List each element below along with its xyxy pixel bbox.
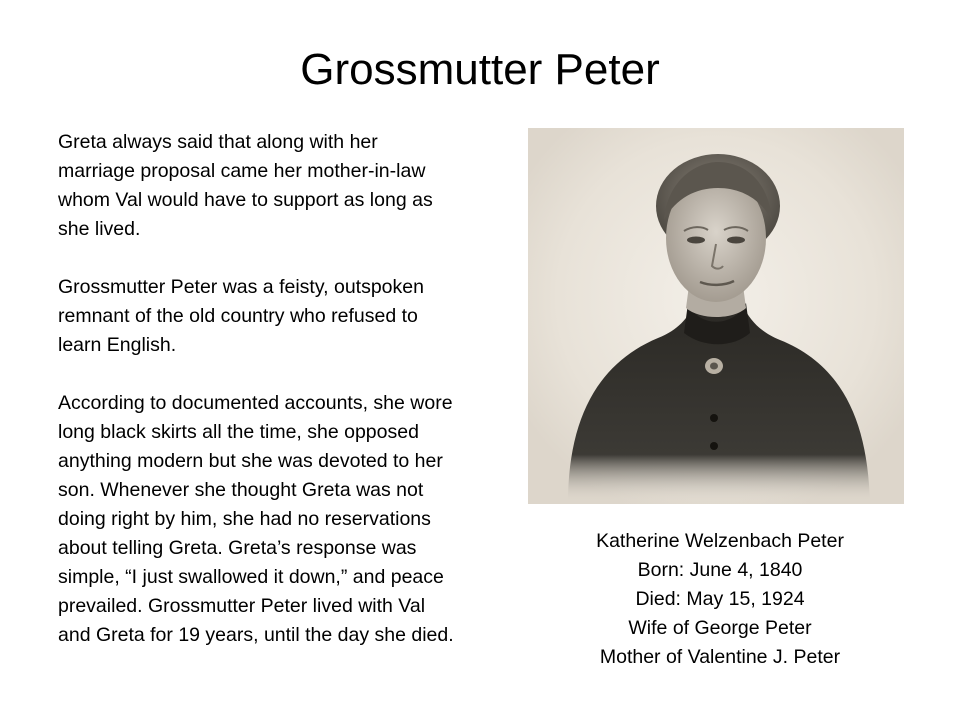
paragraph-feisty: Grossmutter Peter was a feisty, outspoken remnant of the old country who refused to learn English. — [58, 276, 424, 356]
caption-died: Died: May 15, 1924 — [635, 588, 805, 610]
caption-wife-of: Wife of George Peter — [628, 617, 812, 639]
body-text — [58, 128, 458, 650]
portrait-photo — [528, 128, 904, 504]
caption-name: Katherine Welzenbach Peter — [596, 530, 844, 552]
caption-born: Born: June 4, 1840 — [637, 559, 803, 581]
slide-title: Grossmutter Peter — [300, 45, 660, 94]
photo-caption — [520, 527, 920, 672]
paragraph-proposal: Greta always said that along with her marriage proposal came her mother-in-law whom Val would have to support as long as she lived. — [58, 131, 433, 240]
paragraph-accounts: According to documented accounts, she wore long black skirts all the time, she opposed anything modern but she was devoted to her son. Whenever she thought Greta was not doing right by him, she had no reservations about telling Greta. Greta’s response was simple, “I just swallowed it down,” and peace prevailed. Grossmutter Peter lived with Val and Greta for 19 years, until the day she died. — [58, 392, 454, 646]
caption-mother-of: Mother of Valentine J. Peter — [599, 646, 841, 668]
